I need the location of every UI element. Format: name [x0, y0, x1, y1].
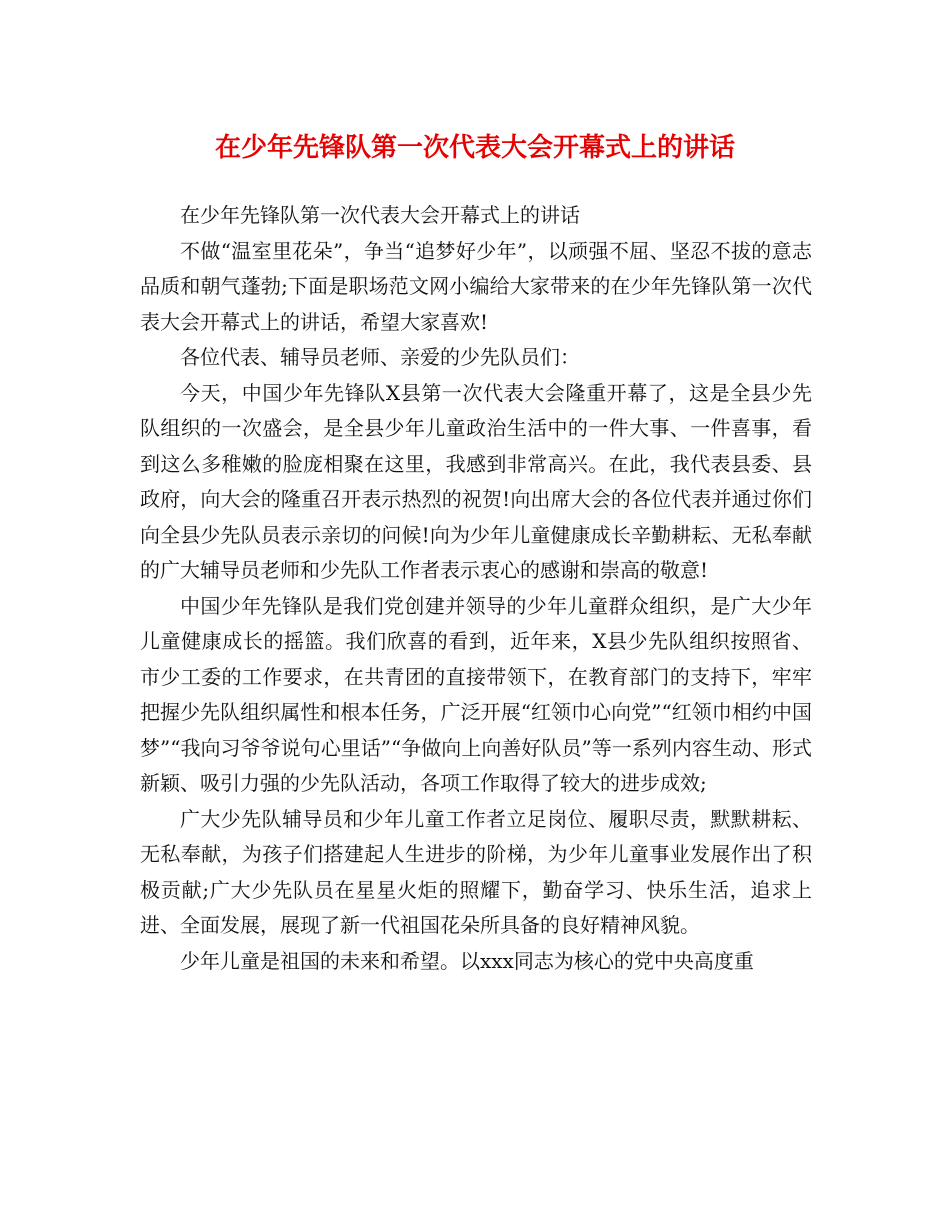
document-title: 在少年先锋队第一次代表大会开幕式上的讲话	[214, 133, 735, 163]
paragraph-counselors: 广大少先队辅导员和少年儿童工作者立足岗位、履职尽责，默默耕耘、无私奉献，为孩子们搭建起人生进步的阶梯，为少年儿童事业发展作出了积极贡献;广大少先队员在星星火炬的照耀下，勤奋学习、快乐生活，追求上进、全面发展，展现了新一代祖国花朵所具备的良好精神风貌。	[140, 806, 812, 937]
paragraph-future: 少年儿童是祖国的未来和希望。以xxx同志为核心的党中央高度重	[180, 948, 754, 973]
paragraph-heading-repeat: 在少年先锋队第一次代表大会开幕式上的讲话	[180, 203, 580, 227]
paragraph-opening: 今天，中国少年先锋队X县第一次代表大会隆重开幕了，这是全县少先队组织的一次盛会，是全县少年儿童政治生活中的一件大事、一件喜事，看到这么多稚嫩的脸庞相聚在这里，我感到非常高兴。在此，我代表县委、县政府，向大会的隆重召开表示热烈的祝贺!向出席大会的各位代表并通过你们向全县少先队员表示亲切的问候!向为少年儿童健康成长辛勤耕耘、无私奉献的广大辅导员老师和少先队工作者表示衷心的感谢和崇高的敬意!	[140, 380, 812, 582]
paragraph-intro: 不做“温室里花朵”，争当“追梦好少年”，以顽强不屈、坚忍不拔的意志品质和朝气蓬勃;下面是职场范文网小编给大家带来的在少年先锋队第一次代表大会开幕式上的讲话，希望大家喜欢!	[140, 238, 812, 334]
paragraph-organization: 中国少年先锋队是我们党创建并领导的少年儿童群众组织，是广大少年儿童健康成长的摇篮。我们欣喜的看到，近年来，X县少先队组织按照省、市少工委的工作要求，在共青团的直接带领下，在教育部门的支持下，牢牢把握少先队组织属性和根本任务，广泛开展“红领巾心向党”“红领巾相约中国梦”“我向习爷爷说句心里话”“争做向上向善好队员”等一系列内容生动、形式新颖、吸引力强的少先队活动，各项工作取得了较大的进步成效;	[140, 593, 812, 795]
document-body	[140, 198, 812, 979]
paragraph-salutation: 各位代表、辅导员老师、亲爱的少先队员们：	[180, 345, 580, 369]
